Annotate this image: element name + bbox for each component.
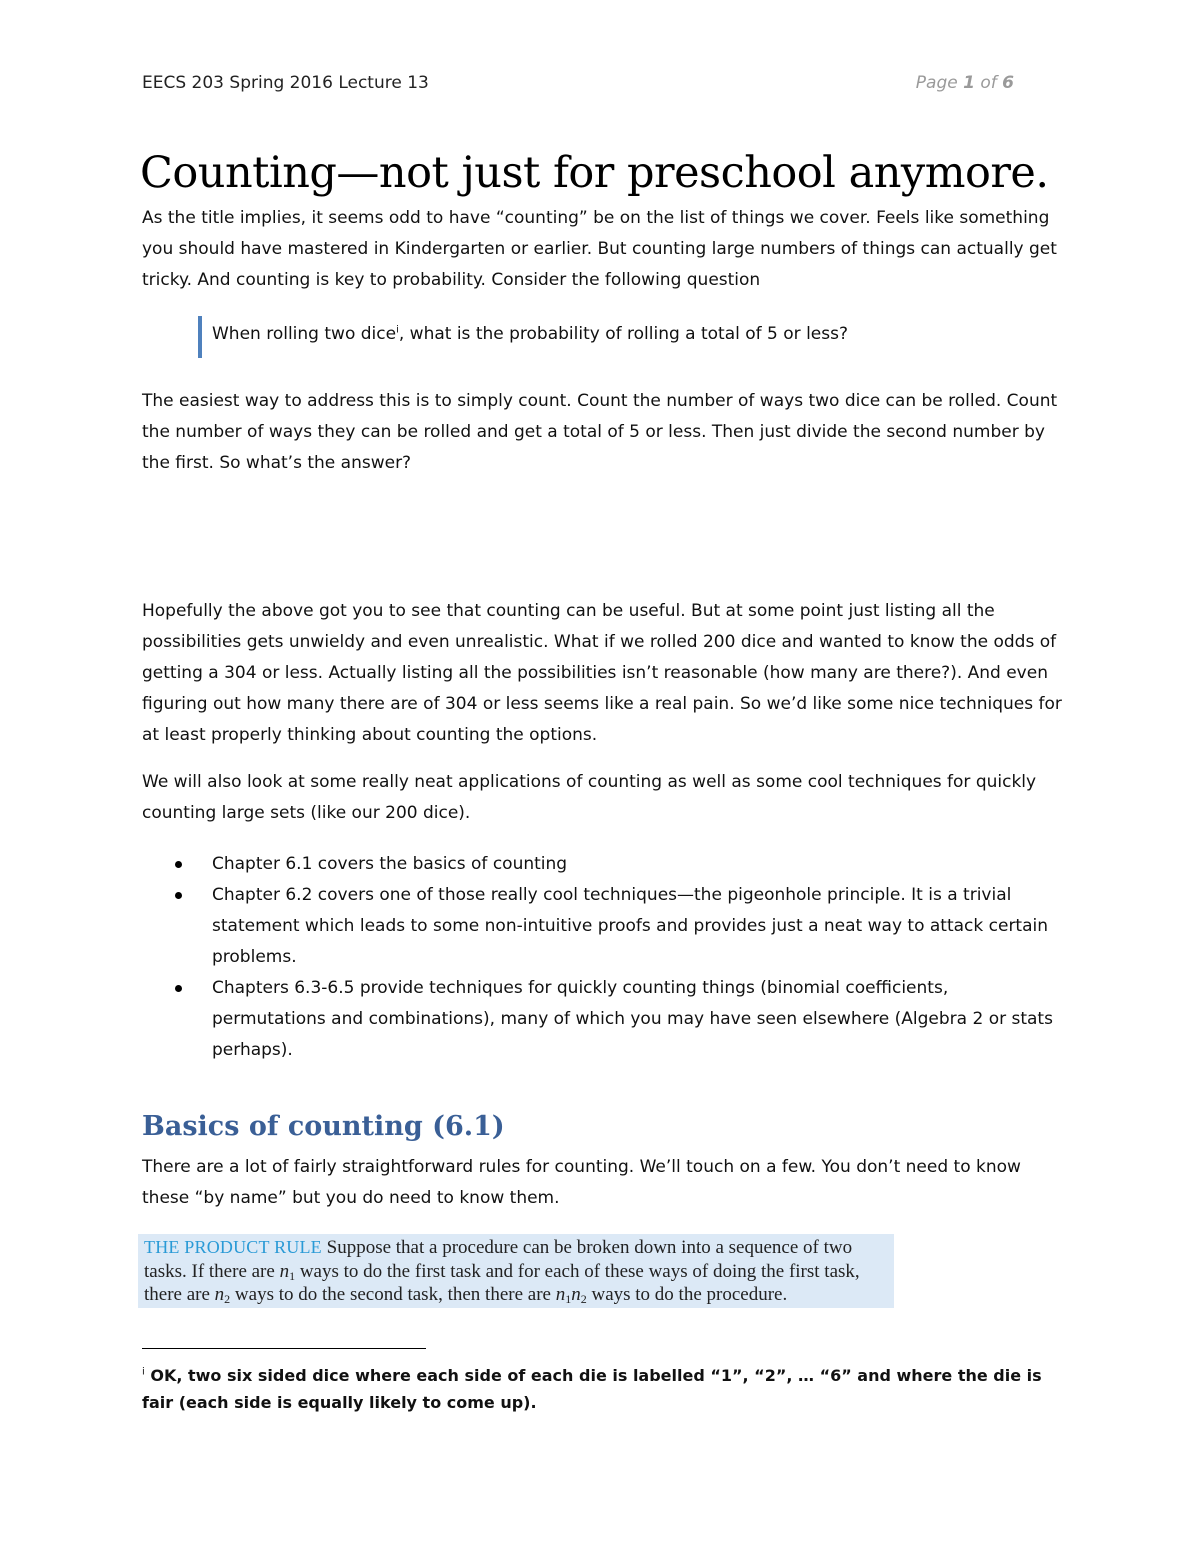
var-n: n [279,1260,290,1282]
product-rule-text-1: Suppose that a procedure can be broken down into a sequence of two tasks. If there are [144,1237,853,1282]
section-heading-basics: Basics of counting (6.1) [142,1111,505,1142]
page-title: Counting—not just for preschool anymore. [140,148,1049,198]
page-of: of [974,73,1003,93]
easiest-paragraph [142,386,1072,479]
section-intro-text: There are a lot of fairly straightforward rules for counting. We’ll touch on a few. You don’t need to know these “by name” but you do need to know them. [142,1157,1021,1208]
var-n: n [571,1284,581,1305]
product-rule-text-2: ways to do the first task and for each of these ways of doing the first task, there are [144,1260,860,1305]
bullet-text: Chapters 6.3-6.5 provide techniques for quickly counting things (binomial coefficients, permutations and combinations), many of which you may have seen elsewhere (Algebra 2 or stats perhaps). [212,978,1053,1060]
sub-1: 1 [289,1268,296,1283]
hopefully-paragraph [142,596,1072,751]
bullet-dot [175,861,182,868]
sub-1: 1 [565,1292,572,1306]
chapter-bullet-list [142,849,1062,1066]
sub-2: 2 [224,1292,231,1306]
list-item [142,973,1062,1066]
intro-paragraph [142,203,1072,296]
footnote-separator [142,1348,426,1349]
section-intro-paragraph [142,1152,1072,1214]
header-course: EECS 203 Spring 2016 Lecture 13 [142,73,429,93]
sub-2: 2 [580,1292,587,1306]
intro-text: As the title implies, it seems odd to have “counting” be on the list of things we cover. Feels like something you should have mastered in Kindergarten or earlier. But counting large numbers of things can actually get tricky. And counting is key to probability. Consider the following question [142,208,1057,290]
page-prefix: Page [915,73,964,93]
question-after: , what is the probability of rolling a total of 5 or less? [398,324,848,344]
footnote-text: OK, two six sided dice where each side of each die is labelled “1”, “2”, … “6” and where the die is fair (each side is equally likely to come up). [142,1366,1042,1412]
var-n: n [214,1284,225,1305]
bullet-text: Chapter 6.1 covers the basics of counting [212,854,568,874]
bullet-dot [175,985,182,992]
product-rule-text-4: ways to do the procedure. [586,1284,788,1305]
bullet-text: Chapter 6.2 covers one of those really cool techniques—the pigeonhole principle. It is a trivial statement which leads to some non-intuitive proofs and provides just a neat way to attack certain problems. [212,885,1049,967]
list-item [142,880,1062,973]
question-before: When rolling two dice [212,324,397,344]
product-rule-text-3: ways to do the second task, then there are [230,1284,556,1305]
bullet-dot [175,892,182,899]
easiest-text: The easiest way to address this is to simply count. Count the number of ways two dice can be rolled. Count the number of ways they can be rolled and get a total of 5 or less. Then just divide the second number by the first. So what’s the answer? [142,391,1058,473]
product-rule-name: THE PRODUCT RULE [144,1237,322,1257]
var-n: n [555,1284,566,1305]
footnote [142,1362,1062,1416]
also-paragraph [142,767,1072,829]
header-page-number [916,73,1014,93]
question-quote [198,316,848,358]
list-item [142,849,1062,880]
product-rule-box [138,1234,894,1308]
page-total: 6 [1002,73,1014,93]
page-current: 1 [963,73,975,93]
question-footnote-mark: i [396,324,399,336]
footnote-mark: i [142,1366,145,1378]
also-text: We will also look at some really neat applications of counting as well as some cool techniques for quickly counting large sets (like our 200 dice). [142,772,1037,823]
hopefully-text: Hopefully the above got you to see that counting can be useful. But at some point just listing all the possibilities gets unwieldy and even unrealistic. What if we rolled 200 dice and wanted to know the odds of getting a 304 or less. Actually listing all the possibilities isn’t reasonable (how many are there?). And even figuring out how many there are of 304 or less seems like a real pain. So we’d like some nice techniques for at least properly thinking about counting the options. [142,601,1062,745]
